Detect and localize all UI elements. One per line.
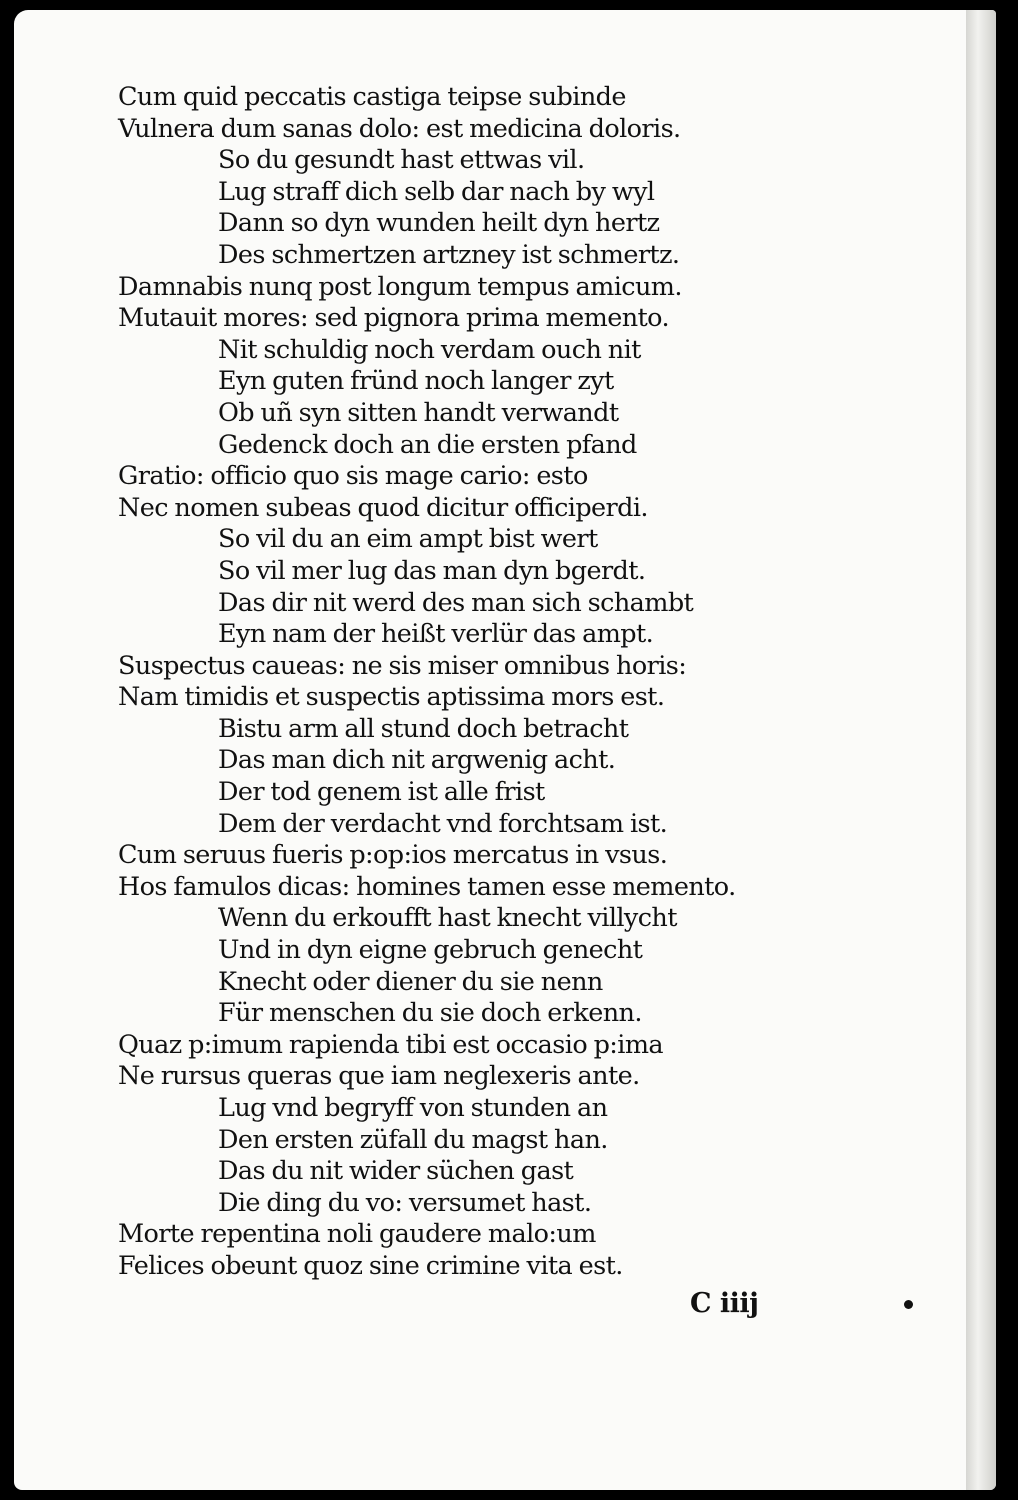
page-edge-shadow: [966, 10, 996, 1490]
german-verse-line: Für menschen du sie doch erkenn.: [218, 998, 642, 1029]
german-verse-line: Dann so dyn wunden heilt dyn hertz: [218, 208, 660, 239]
german-verse-line: Eyn guten fründ noch langer zyt: [218, 366, 614, 397]
german-verse-line: Ob uñ syn sitten handt verwandt: [218, 397, 619, 428]
german-verse-line: Das man dich nit argwenig acht.: [218, 745, 616, 776]
german-verse-line: Lug vnd begryff von stunden an: [218, 1093, 608, 1123]
latin-verse-line: Quaz p:imum rapienda tibi est occasio p:ima: [118, 1029, 664, 1060]
german-verse-line: Des schmertzen artzney ist schmertz.: [218, 239, 680, 270]
german-verse-line: Gedenck doch an die ersten pfand: [218, 429, 637, 460]
german-verse-line: Die ding du vo: versumet hast.: [218, 1187, 592, 1218]
latin-verse-line: Morte repentina noli gaudere malo:um: [118, 1219, 596, 1250]
german-verse-line: Und in dyn eigne gebruch genecht: [218, 935, 643, 966]
german-verse-line: Dem der verdacht vnd forchtsam ist.: [218, 808, 668, 839]
german-verse-line: Der tod genem ist alle frist: [218, 777, 545, 808]
ink-dot: [904, 1300, 913, 1309]
latin-verse-line: Cum seruus fueris p:op:ios mercatus in vsus.: [118, 840, 668, 871]
latin-verse-line: Nam timidis et suspectis aptissima mors est.: [118, 682, 665, 713]
german-verse-line: Bistu arm all stund doch betracht: [218, 713, 629, 744]
latin-verse-line: Suspectus caueas: ne sis miser omnibus horis:: [118, 650, 687, 681]
latin-verse-line: Ne rursus queras que iam neglexeris ante.: [118, 1061, 640, 1092]
latin-verse-line: Nec nomen subeas quod dicitur officiperdi.: [118, 492, 648, 523]
german-verse-line: So du gesundt hast ettwas vil.: [218, 145, 585, 176]
german-verse-line: Knecht oder diener du sie nenn: [218, 966, 603, 997]
german-verse-line: Das du nit wider süchen gast: [218, 1156, 574, 1187]
german-verse-line: Den ersten züfall du magst han.: [218, 1124, 608, 1155]
latin-verse-line: Hos famulos dicas: homines tamen esse memento.: [118, 871, 736, 902]
latin-verse-line: Felices obeunt quoz sine crimine vita est.: [118, 1250, 623, 1281]
latin-verse-line: Damnabis nunq post longum tempus amicum.: [118, 271, 682, 302]
latin-verse-line: Cum quid peccatis castiga teipse subinde: [118, 82, 626, 112]
german-verse-line: Lug straff dich selb dar nach by wyl: [218, 176, 655, 207]
german-verse-line: Das dir nit werd des man sich schambt: [218, 587, 694, 618]
german-verse-line: Nit schuldig noch verdam ouch nit: [218, 334, 641, 365]
verse-text-block: [118, 82, 838, 1283]
german-verse-line: Eyn nam der heißt verlür das ampt.: [218, 619, 654, 650]
signature-mark: C iiij: [690, 1288, 759, 1319]
german-verse-line: So vil mer lug das man dyn bgerdt.: [218, 555, 646, 586]
german-verse-line: Wenn du erkoufft hast knecht villycht: [218, 903, 677, 934]
latin-verse-line: Vulnera dum sanas dolo: est medicina doloris.: [118, 113, 681, 144]
latin-verse-line: Gratio: officio quo sis mage cario: esto: [118, 461, 588, 492]
german-verse-line: So vil du an eim ampt bist wert: [218, 524, 598, 555]
latin-verse-line: Mutauit mores: sed pignora prima memento.: [118, 303, 669, 334]
